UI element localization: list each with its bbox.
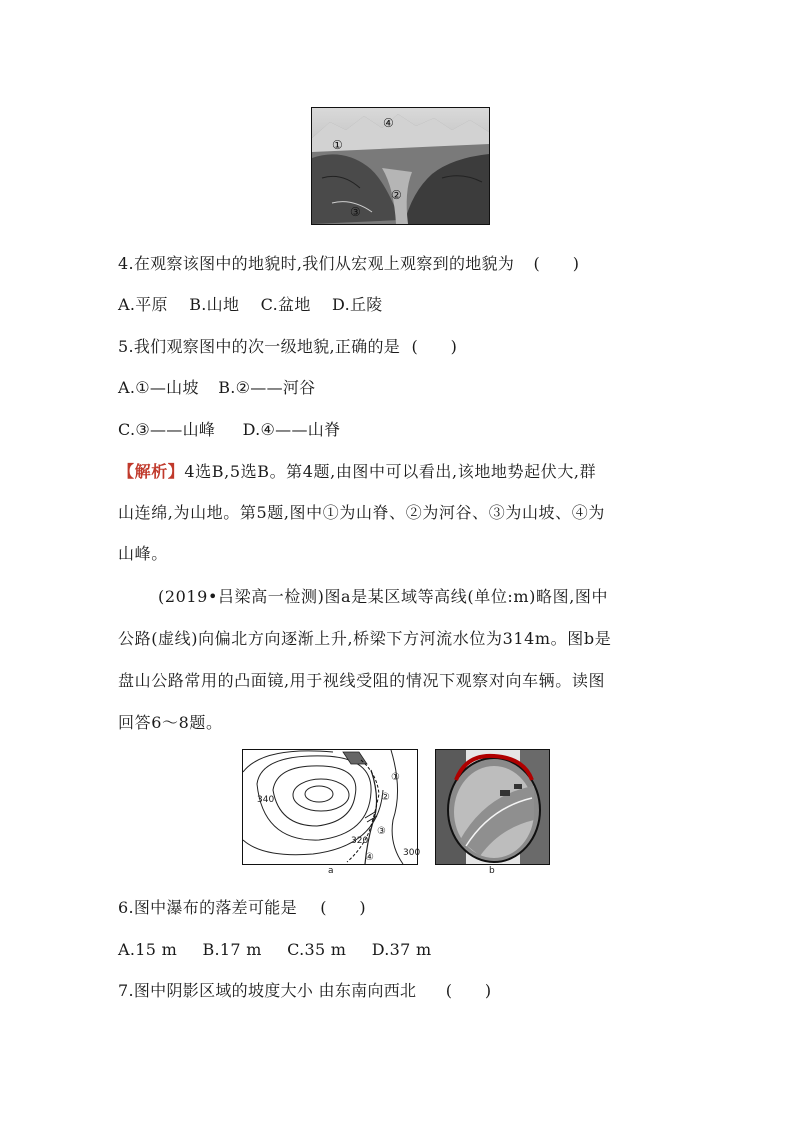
question-5-text: 5.我们观察图中的次一级地貌,正确的是 (118, 337, 401, 356)
map-marker-3: ③ (377, 826, 386, 837)
contour-label-340: 340 (257, 795, 275, 805)
map-marker-4: ④ (365, 852, 374, 863)
map-marker-2: ② (381, 792, 390, 803)
intro-paragraph (118, 587, 680, 733)
mountain-photo (311, 107, 490, 225)
q4-option-c: C.盆地 (260, 295, 311, 314)
q4-option-b: B.山地 (189, 295, 240, 314)
q6-option-d: D.37 m (371, 940, 432, 959)
question-5-blank: ( ) (411, 337, 458, 356)
photo-marker-3: ③ (350, 205, 361, 219)
q4-option-a: A.平原 (118, 295, 168, 314)
contour-label-300: 300 (403, 848, 421, 858)
question-6-options (118, 940, 431, 960)
question-7-blank: ( ) (445, 981, 492, 1000)
question-4-stem (118, 254, 579, 274)
mountain-illustration (312, 108, 489, 224)
question-6-blank: ( ) (320, 898, 366, 917)
photo-marker-2: ② (391, 188, 402, 202)
question-7-stem (118, 981, 491, 1001)
figure-b-caption: b (489, 866, 495, 876)
analysis-block (118, 462, 680, 564)
q6-option-b: B.17 m (202, 940, 262, 959)
q5-option-b: B.②——河谷 (218, 378, 316, 397)
q5-option-c: C.③——山峰 (118, 420, 216, 439)
analysis-line-3: 山峰。 (118, 544, 168, 563)
convex-mirror-figure (435, 749, 550, 865)
intro-line-2: 公路(虚线)向偏北方向逐渐上升,桥梁下方河流水位为314m。图b是 (118, 629, 612, 648)
photo-marker-1: ① (332, 138, 343, 152)
q5-option-d: D.④——山脊 (242, 420, 341, 439)
analysis-tag: 【解析】 (118, 462, 185, 481)
question-4-text: 4.在观察该图中的地貌时,我们从宏观上观察到的地貌为 (118, 254, 515, 273)
question-6-text: 6.图中瀑布的落差可能是 (118, 898, 297, 917)
analysis-line-2: 山连绵,为山地。第5题,图中①为山脊、②为河谷、③为山坡、④为 (118, 503, 605, 522)
contour-label-320: 320 (351, 836, 369, 846)
analysis-line-1 (118, 462, 680, 482)
question-5-options-row1 (118, 378, 315, 398)
question-4-blank: ( ) (533, 254, 580, 273)
question-5-stem (118, 337, 457, 357)
question-6-stem (118, 898, 366, 918)
contour-map (243, 750, 417, 864)
q4-option-d: D.丘陵 (332, 295, 383, 314)
question-4-options (118, 295, 383, 315)
intro-line-3: 盘山公路常用的凸面镜,用于视线受阻的情况下观察对向车辆。读图 (118, 671, 606, 690)
figure-a-caption: a (328, 866, 334, 876)
question-5-options-row2 (118, 420, 340, 440)
q5-option-a: A.①—山坡 (118, 378, 199, 397)
q6-option-c: C.35 m (287, 940, 347, 959)
convex-mirror-illustration (436, 750, 549, 864)
intro-line-4: 回答6～8题。 (118, 713, 223, 732)
question-7-text: 7.图中阴影区域的坡度大小 由东南向西北 (118, 981, 417, 1000)
q6-option-a: A.15 m (118, 940, 178, 959)
contour-map-figure (242, 749, 421, 865)
map-marker-1: ① (391, 772, 400, 783)
analysis-text-1: 4选B,5选B。第4题,由图中可以看出,该地地势起伏大,群 (184, 462, 597, 481)
photo-marker-4: ④ (383, 116, 394, 130)
intro-line-1: (2019•吕梁高一检测)图a是某区域等高线(单位:m)略图,图中 (158, 587, 609, 606)
